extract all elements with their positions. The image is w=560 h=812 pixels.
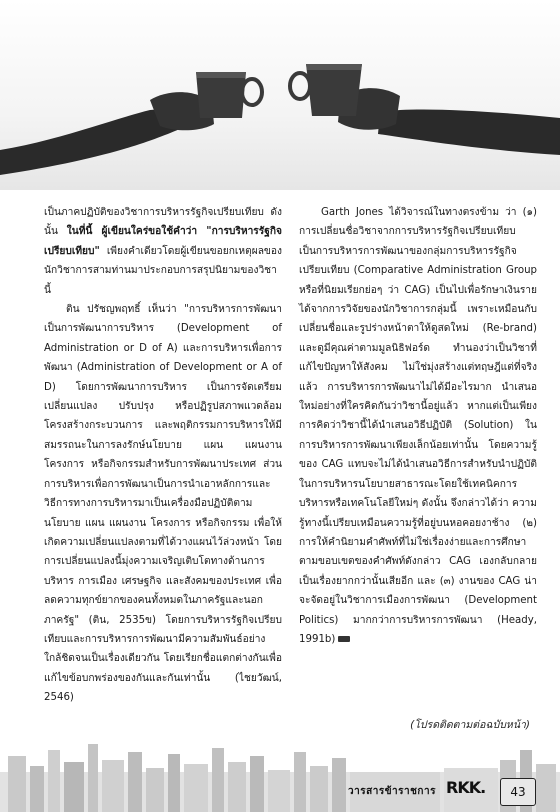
left-p1-bold-text: ในที่นี้ ผู้เขียนใคร่ขอใช้คำว่า "การบริหารรัฐกิจเปรียบเทียบ" (44, 226, 283, 257)
magazine-title: วารสารข้าราชการ (348, 786, 436, 797)
right-p1-text: Garth Jones ได้วิจารณ์ในทางตรงข้าม ว่า (๑) การเปลี่ยนชื่อวิชาจากการบริหารรัฐกิจเปรียบเทียบเป็นการบริหารการพัฒนาของกลุ่มการบริหารรัฐกิจเปรียบเทียบ (Comparative Administration Group หรือที่นิยมเรียกย่อๆ ว่า CAG) เป็นไปเพื่อรักษาเงินรายได้จากการวิจัยของนักวิชาการกลุ่มนี้ เพราะเหมือนกับเปลี่ยนชื่อและรูปร่างหน้าตาให้ดูสดใหม่ (Re-brand) และดูมีคุณค่าตามมูลนิธิฟอร์ด ทำนองว่าเป็นวิชาที่แก้ไขปัญหาให้สังคม ไม่ใช่มุ่งสร้างแต่ทฤษฎีแต่ที่จริงแล้ว การบริหารการพัฒนาไม่ได้มีอะไรมาก นำเสนอใหม่อย่างที่ใครคิดกันว่าวิชานี้อยู่แล้ว หากแต่เป็นเพียงการคิดว่าวิชานี้ได้นำเสนอวิธีปฏิบัติ (Solution) ในการบริหารการพัฒนาเพียงเล็กน้อยเท่านั้น โดยความรู้ของ CAG แทบจะไม่ได้นำเสนอวิธีการสำหรับนำปฏิบัติในการบริหารนโยบายสาธารณะโดยใช้เทคนิคการบริหารหรือเทคโนโลยีใหม่ๆ ดังนั้น จึงกล่าวได้ว่า ความรู้ทางนี้เปรียบเหมือนความรู้ที่อยู่บนหอคอยงาช้าง (๒) การให้คำนิยามคำศัพท์ที่ไม่ใช่เรื่องง่ายและการศึกษาตามขอบเขตของคำศัพท์ดังกล่าว CAG เองกลับกลายเป็นเรื่องยากกว่านั้นเสียอีก และ (๓) งานของ CAG น่าจะจัดอยู่ในวิชาการเมืองการพัฒนา (Development Politics) มากกว่าการบริหารการพัฒนา (Heady, 1991b) (299, 207, 537, 645)
left-paragraph-1 (44, 203, 282, 300)
skyline-illustration (0, 742, 560, 812)
left-p1-text-b: เพียงคำเดียวโดยผู้เขียนขอยกเหตุผลของนักวิชาการสามท่านมาประกอบการสรุปนิยามของวิชานี้ (44, 245, 282, 296)
magazine-logo: RKK. (446, 778, 486, 797)
right-column (299, 203, 537, 649)
header-photo-toasting-cups (0, 0, 560, 190)
continued-next-issue-note: (โปรดติดตามต่อฉบับหน้า) (410, 719, 530, 731)
right-paragraph-1 (299, 203, 537, 649)
end-of-article-icon (338, 636, 350, 642)
toast-illustration (0, 0, 560, 190)
left-paragraph-2: ติน ปรัชญพฤทธิ์ เห็นว่า "การบริหารการพัฒนาเป็นการพัฒนาการบริหาร (Development of Administration or D of A) และการบริหารเพื่อการพัฒนา (Administration of Development or A of D) โดยการพัฒนาการบริหาร เป็นการจัดเตรียม เปลี่ยนแปลง ปรับปรุง หรือปฏิรูปสภาพแวดล้อม โครงสร้างกระบวนการ และพฤติกรรมการบริหารให้มีสมรรถนะในการลงรักษ์นโยบาย แผน แผนงาน โครงการ หรือกิจกรรมสำหรับการพัฒนาประเทศ ส่วนการบริหารเพื่อการพัฒนาเป็นการนำเอาหลักการและวิธีการทางการบริหารมาเป็นเครื่องมือปฏิบัติตามนโยบาย แผน แผนงาน โครงการ หรือกิจกรรม เพื่อให้เกิดความเปลี่ยนแปลงตามที่ได้วางแผนไว้ล่วงหน้า โดยการเปลี่ยนแปลงนี้มุ่งความเจริญเติบโตทางด้านการบริหาร การเมือง เศรษฐกิจ และสังคมของประเทศ เพื่อลดความทุกข์ยากของคนทั้งหมดในภาครัฐและนอกภาครัฐ" (ติน, 2535ข) โดยการบริหารรัฐกิจเปรียบเทียบและการบริหารการพัฒนามีความสัมพันธ์อย่างใกล้ชิดจนเป็นเรื่องเดียวกัน โดยเรียกชื่อแตกต่างกันเพื่อแก้ไขข้อบกพร่องของกันและกันเท่านั้น (ไชยวัฒน์, 2546) (44, 304, 282, 704)
page-number: 43 (500, 778, 536, 806)
footer-city-skyline (0, 742, 560, 812)
left-column (44, 203, 282, 708)
left-p1-text-a: เป็นภาคปฏิบัติของวิชาการบริหารรัฐกิจเปรียบเทียบ ดังนั้น (44, 207, 282, 238)
